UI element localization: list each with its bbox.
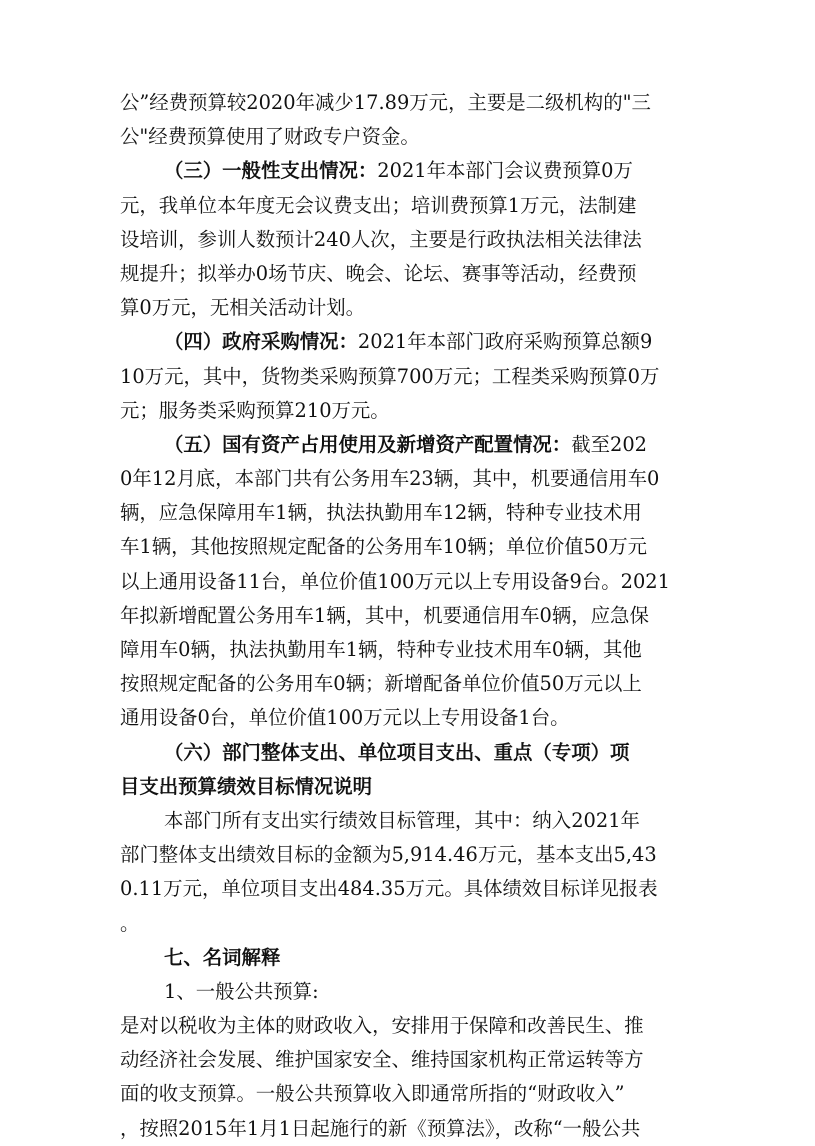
section-title: 七、名词解释 bbox=[164, 945, 281, 969]
section-heading: （四）政府采购情况： bbox=[164, 330, 358, 354]
glossary-item-title: 1、一般公共预算: bbox=[164, 979, 319, 1003]
document-page bbox=[120, 86, 695, 1146]
text-line: 动经济社会发展、维护国家安全、维持国家机构正常运转等方 bbox=[120, 1048, 644, 1072]
text-line: 年拟新增配置公务用车1辆，其中，机要通信用车0辆，应急保 bbox=[120, 603, 649, 627]
paragraph-three-public-expenses-tail bbox=[120, 86, 695, 154]
section-heading: （三）一般性支出情况： bbox=[164, 159, 378, 183]
section-heading: （六）部门整体支出、单位项目支出、重点（专项）项 bbox=[164, 740, 630, 764]
text-line bbox=[120, 154, 695, 188]
text-line: 车1辆，其他按照规定配备的公务用车10辆；单位价值50万元 bbox=[120, 535, 648, 559]
paragraph-government-procurement bbox=[120, 325, 695, 428]
text-run: 截至202 bbox=[571, 432, 647, 456]
section-heading: 目支出预算绩效目标情况说明 bbox=[120, 774, 373, 798]
text-line: 0年12月底，本部门共有公务用车23辆，其中，机要通信用车0 bbox=[120, 467, 660, 491]
text-run: 2021年本部门政府采购预算总额9 bbox=[357, 330, 653, 354]
text-line: 按照规定配备的公务用车0辆；新增配备单位价值50万元以上 bbox=[120, 672, 642, 696]
text-line: 10万元，其中，货物类采购预算700万元；工程类采购预算0万 bbox=[120, 364, 660, 388]
text-line: 元，我单位本年度无会议费支出；培训费预算1万元，法制建 bbox=[120, 193, 637, 217]
text-line: 部门整体支出绩效目标的金额为5,914.46万元，基本支出5,43 bbox=[120, 843, 657, 867]
text-line: 辆，应急保障用车1辆，执法执勤用车12辆，特种专业技术用 bbox=[120, 501, 642, 525]
text-line: 公”经费预算较2020年减少17.89万元，主要是二级机构的"三 bbox=[120, 91, 651, 114]
text-line: 公"经费预算使用了财政专户资金。 bbox=[120, 125, 420, 149]
section-glossary bbox=[120, 941, 695, 1146]
text-run: 2021年本部门会议费预算0万 bbox=[377, 159, 633, 183]
paragraph-general-expenditure bbox=[120, 154, 695, 325]
text-line: 规提升；拟举办0场节庆、晚会、论坛、赛事等活动，经费预 bbox=[120, 261, 637, 285]
text-line: 本部门所有支出实行绩效目标管理，其中：纳入2021年 bbox=[164, 808, 640, 832]
text-line: 通用设备0台，单位价值100万元以上专用设备1台。 bbox=[120, 706, 570, 730]
text-line bbox=[120, 428, 695, 462]
text-line: 是对以税收为主体的财政收入，安排用于保障和改善民生、推 bbox=[120, 1014, 644, 1038]
text-line: 障用车0辆，执法执勤用车1辆，特种专业技术用车0辆，其他 bbox=[120, 638, 642, 661]
paragraph-state-assets bbox=[120, 428, 695, 736]
text-line bbox=[120, 325, 695, 359]
text-line: 。 bbox=[120, 911, 140, 935]
text-line: 以上通用设备11台，单位价值100万元以上专用设备9台。2021 bbox=[120, 569, 670, 593]
text-line: ，按照2015年1月1日起施行的新《预算法》，改称“一般公共 bbox=[120, 1116, 641, 1140]
text-line: 面的收支预算。一般公共预算收入即通常所指的“财政收入” bbox=[120, 1082, 625, 1106]
paragraph-performance-targets bbox=[120, 736, 695, 941]
text-line: 算0万元，无相关活动计划。 bbox=[120, 296, 366, 320]
text-line: 元；服务类采购预算210万元。 bbox=[120, 398, 390, 422]
section-heading: （五）国有资产占用使用及新增资产配置情况： bbox=[164, 432, 572, 456]
text-line: 0.11万元，单位项目支出484.35万元。具体绩效目标详见报表 bbox=[120, 877, 658, 901]
text-line: 设培训，参训人数预计240人次，主要是行政执法相关法律法 bbox=[120, 227, 642, 251]
